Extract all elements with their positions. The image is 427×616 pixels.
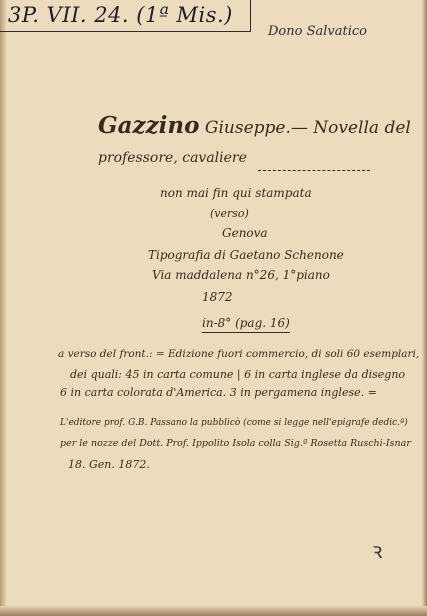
note-line-4: L'editore prof. G.B. Passano la pubblicò (come si legge nell'epigrafe dedic.ª) — [60, 418, 408, 428]
printer-address: Via maddalena n°26, 1°piano — [152, 268, 330, 282]
card-edge-bottom — [0, 606, 427, 616]
title-dash-rule — [258, 170, 370, 171]
card-edge-right — [422, 0, 427, 616]
note-line-1: a verso del front.: = Edizione fuori commercio, di soli 60 esemplari, — [58, 348, 420, 360]
author-line — [98, 112, 411, 139]
note-line-6: 18. Gen. 1872. — [68, 458, 150, 471]
donor-note: Dono Salvatico — [268, 24, 367, 39]
note-line-5: per le nozze del Dott. Prof. Ippolito Isola colla Sig.ª Rosetta Ruschi-Isnar — [60, 438, 411, 449]
pencil-mark: ꝛ — [372, 539, 383, 564]
author-surname: Gazzino — [98, 112, 200, 139]
place-of-publication: Genova — [222, 226, 268, 240]
title-line-2: professore, cavaliere — [98, 150, 247, 166]
card-edge-left — [0, 0, 6, 616]
format-pages: in-8° (pag. 16) — [202, 316, 290, 333]
title-line-3: non mai fin qui stampata — [160, 186, 312, 200]
shelfmark: 3P. VII. 24. (1ª Mis.) — [8, 3, 233, 27]
printer: Tipografia di Gaetano Schenone — [148, 248, 344, 262]
verso-note: (verso) — [210, 207, 249, 220]
note-line-3: 6 in carta colorata d'America. 3 in pergamena inglese. = — [60, 386, 377, 399]
author-name-title: Giuseppe.— Novella del — [204, 118, 411, 138]
note-line-2: dei quali: 45 in carta comune | 6 in carta inglese da disegno — [70, 368, 406, 381]
publication-year: 1872 — [202, 290, 233, 304]
